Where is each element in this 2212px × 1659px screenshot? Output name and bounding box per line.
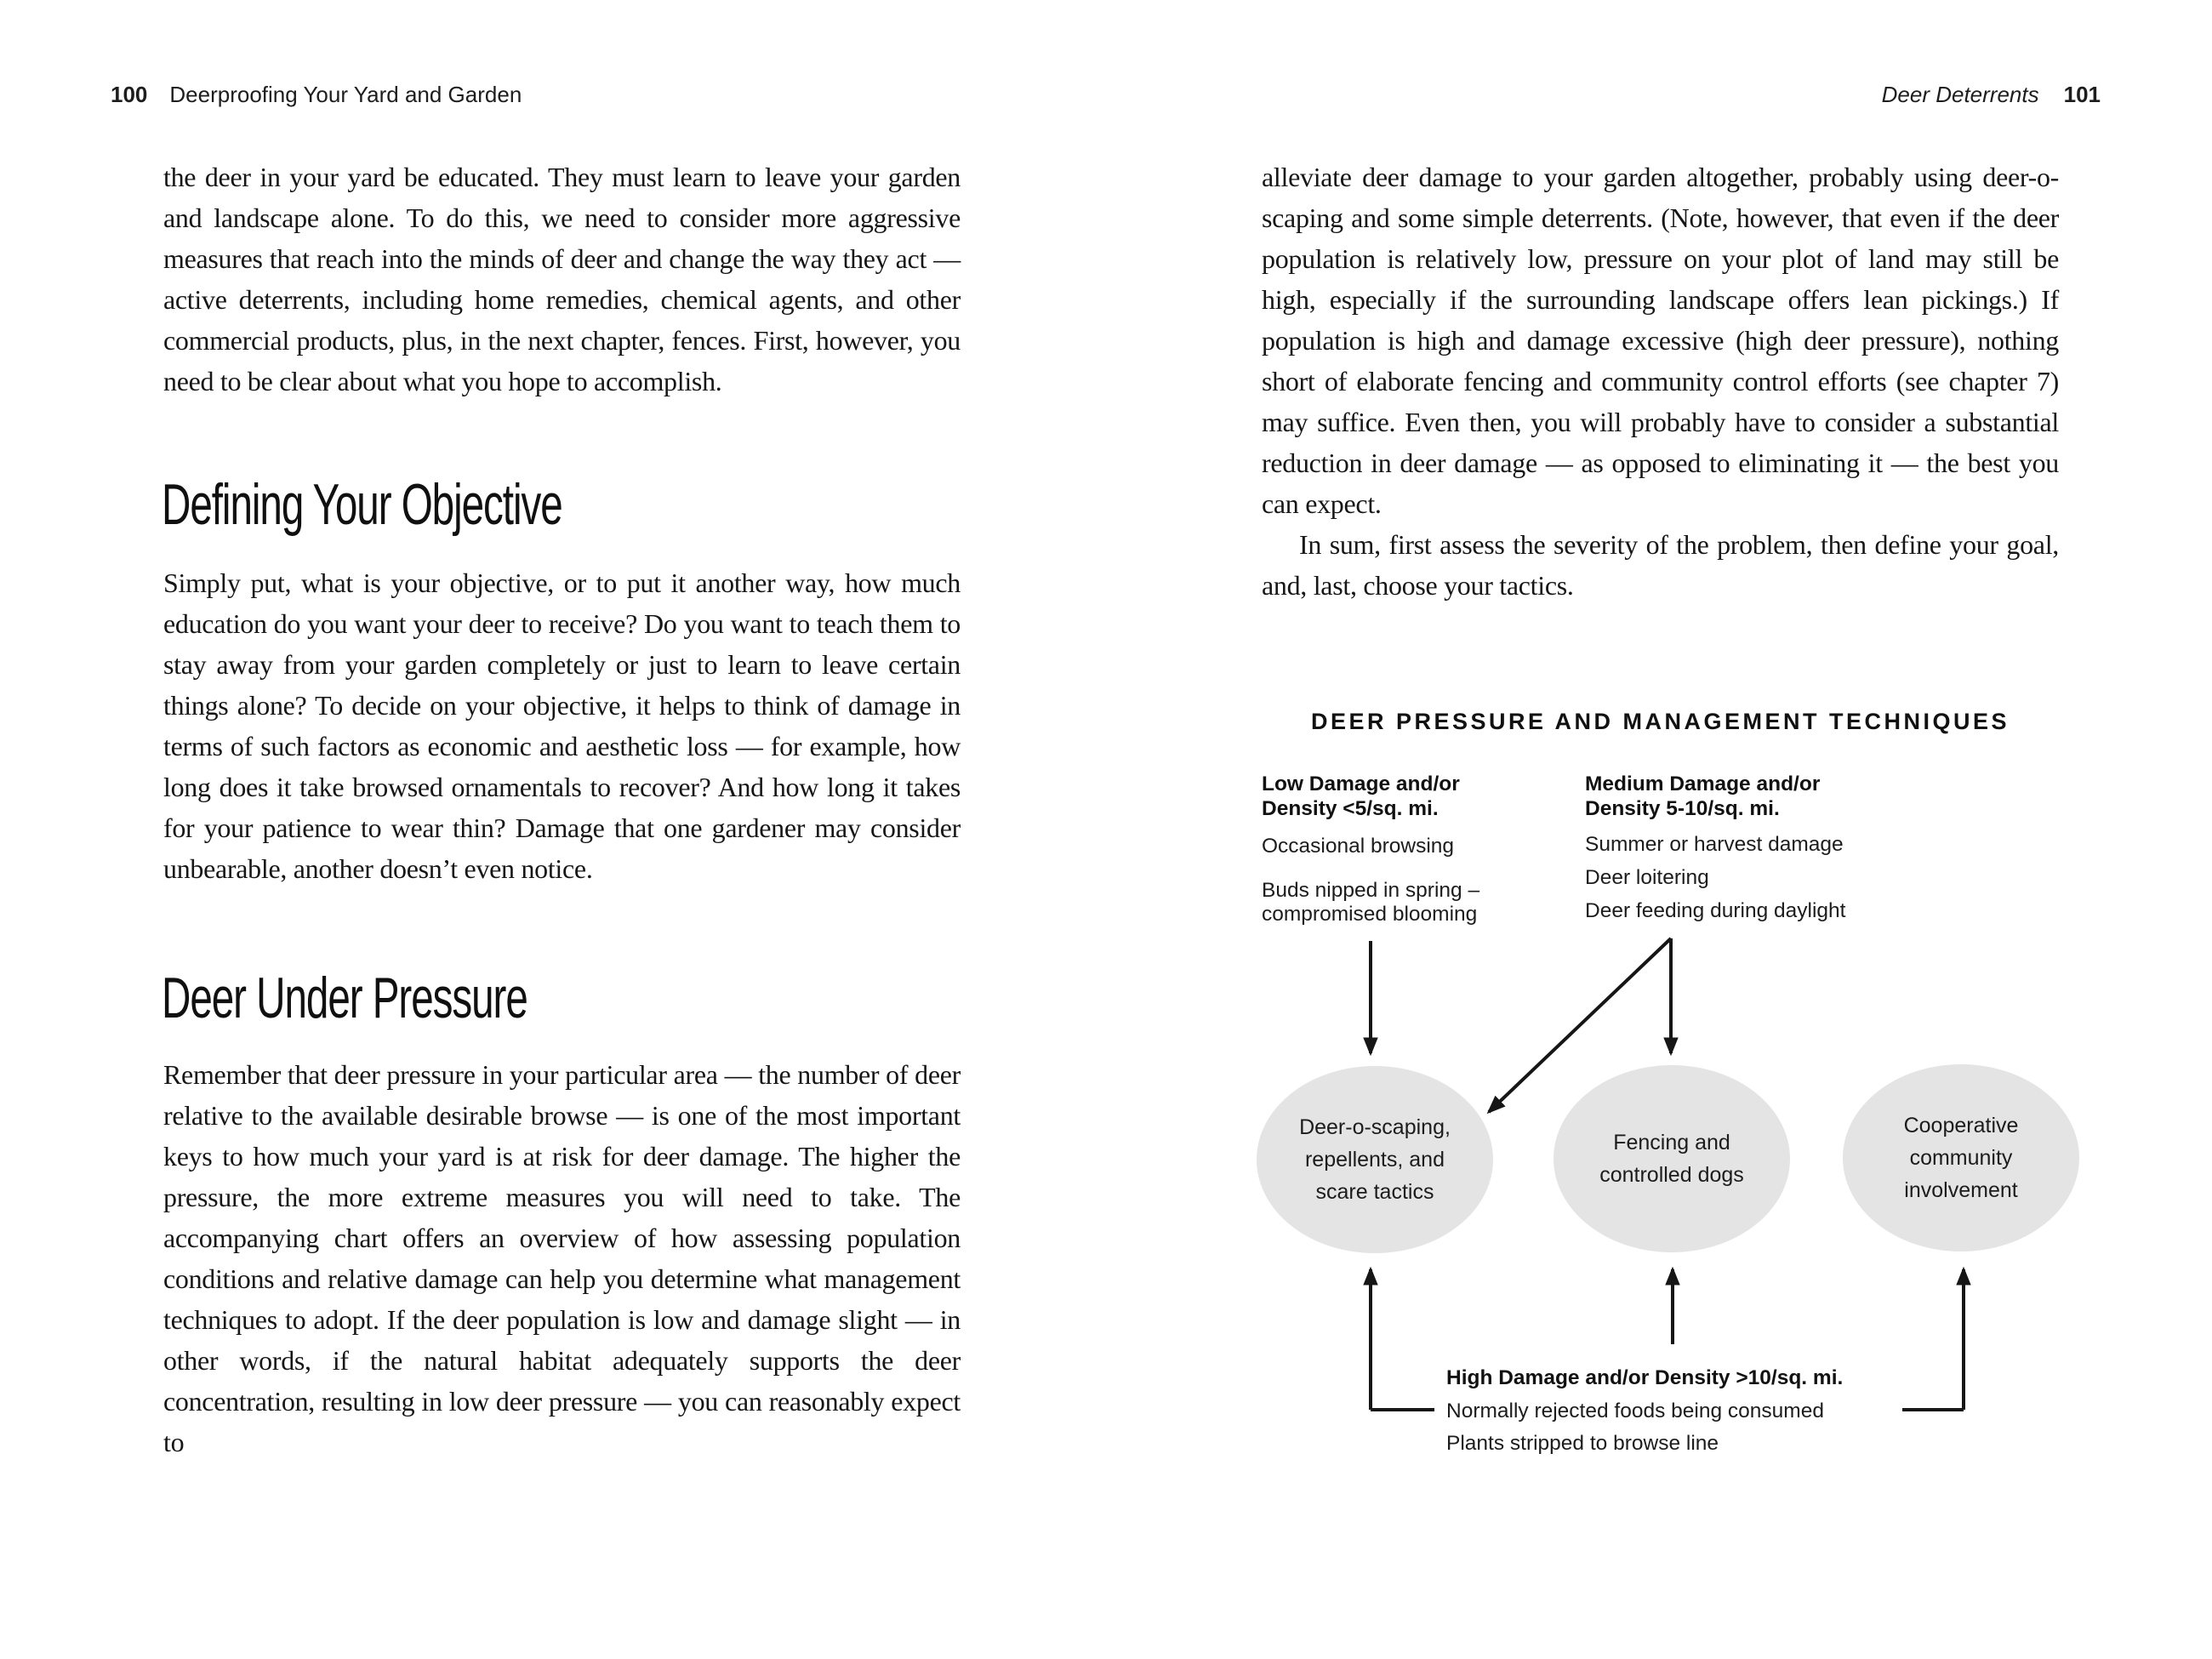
paragraph-defining-objective: Simply put, what is your objective, or to put it another way, how much education do you want your deer to receive? Do you want to teach them to stay away from your garden completely or just to learn to leave certain things alone? To decide on your objective, it helps to think of damage in terms of such factors as economic and aesthetic loss — for example, how long does it take browsed ornamentals to recover? And how long it takes for your patience to wear thin? Damage that one gardener may consider unbearable, another doesn’t even notice.: [163, 567, 961, 884]
running-title-left: Deerproofing Your Yard and Garden: [169, 82, 522, 107]
low-damage-sign-browsing: Occasional browsing: [1262, 835, 1455, 858]
paragraph-deer-under-pressure: Remember that deer pressure in your particular area — the number of deer relative to the available desirable browse — is one of the most important keys to how much your yard is at risk for deer damage. The higher the pressure, the more extreme measures you will need to take. The accompanying chart offers an overview of how assessing population conditions and relative damage can help you determine what management techniques to adopt. If the deer population is low and damage slight — in other words, if the natural habitat adequately supports the deer concentration, resulting in low deer pressure — you can reasonably expect to: [163, 1059, 961, 1457]
diagram-low-damage-header: [1262, 772, 1460, 821]
paragraph-summary: In sum, first assess the severity of the problem, then define your goal, and, last, choose your tactics.: [1262, 529, 2059, 601]
medium-sign-summer-damage: Summer or harvest damage: [1585, 833, 1844, 856]
low-damage-sign-buds: [1262, 879, 1479, 926]
high-damage-header: High Damage and/or Density >10/sq. mi.: [1446, 1366, 1844, 1389]
high-damage-block: [1446, 1362, 1843, 1461]
medium-header-line2: Density 5-10/sq. mi.: [1585, 797, 1780, 820]
high-sign-rejected-foods: Normally rejected foods being consumed: [1446, 1399, 1824, 1422]
page-number-right: 101: [2063, 82, 2101, 107]
ellipse2-line2: controlled dogs: [1599, 1163, 1744, 1187]
running-header-left: [111, 82, 522, 107]
ellipse3-line1: Cooperative: [1903, 1114, 2019, 1137]
ellipse1-line2: repellents, and: [1304, 1148, 1445, 1172]
ellipse-deer-o-scaping: [1257, 1066, 1493, 1253]
low-header-line2: Density <5/sq. mi.: [1262, 797, 1439, 820]
running-header-right: [1882, 82, 2101, 107]
page-number-left: 100: [111, 82, 148, 107]
diagram-medium-damage-header: [1585, 772, 1820, 821]
low-sign-buds-line2: compromised blooming: [1262, 903, 1478, 926]
ellipse3-line3: involvement: [1904, 1178, 2018, 1202]
ellipse1-line3: scare tactics: [1315, 1180, 1434, 1204]
medium-sign-daylight-feeding: Deer feeding during daylight: [1585, 899, 1846, 922]
ellipse1-line1: Deer-o-scaping,: [1299, 1115, 1451, 1139]
low-sign-buds-line1: Buds nipped in spring –: [1262, 879, 1480, 902]
ellipse2-line1: Fencing and: [1613, 1131, 1730, 1154]
heading-deer-under-pressure: Deer Under Pressure: [162, 966, 527, 1030]
low-header-line1: Low Damage and/or: [1262, 772, 1460, 795]
paragraph-intro-continuation: the deer in your yard be educated. They must learn to leave your garden and landscape alone. To do this, we need to consider more aggressive measures that reach into the minds of deer and change the way they act — active deterrents, including home remedies, chemical agents, and other commercial products, plus, in the next chapter, fences. First, however, you need to be clear about what you hope to accomplish.: [163, 162, 961, 396]
medium-damage-signs: [1585, 832, 1845, 932]
high-sign-browse-line: Plants stripped to browse line: [1446, 1432, 1719, 1455]
paragraph-continuation: alleviate deer damage to your garden altogether, probably using deer-o-scaping and some simple deterrents. (Note, however, that even if the deer population is relatively low, pressure on your plot of land may still be high, especially if the surrounding landscape offers lean pickings.) If population is high and damage excessive (high deer pressure), nothing short of elaborate fencing and community control efforts (see chapter 7) may suffice. Even then, you will probably have to consider a substantial reduction in deer damage — as opposed to eliminating it — the best you can expect.: [1262, 162, 2059, 519]
medium-header-line1: Medium Damage and/or: [1585, 772, 1821, 795]
right-page-body: [1262, 157, 2059, 606]
medium-sign-loitering: Deer loitering: [1585, 866, 1709, 889]
heading-defining-your-objective: Defining Your Objective: [162, 472, 562, 537]
ellipse-community-involvement: [1843, 1064, 2079, 1251]
running-title-right: Deer Deterrents: [1881, 82, 2039, 107]
ellipse3-line2: community: [1909, 1146, 2013, 1170]
diagram-title: DEER PRESSURE AND MANAGEMENT TECHNIQUES: [1310, 709, 2010, 734]
ellipse-fencing-dogs: [1554, 1065, 1790, 1252]
